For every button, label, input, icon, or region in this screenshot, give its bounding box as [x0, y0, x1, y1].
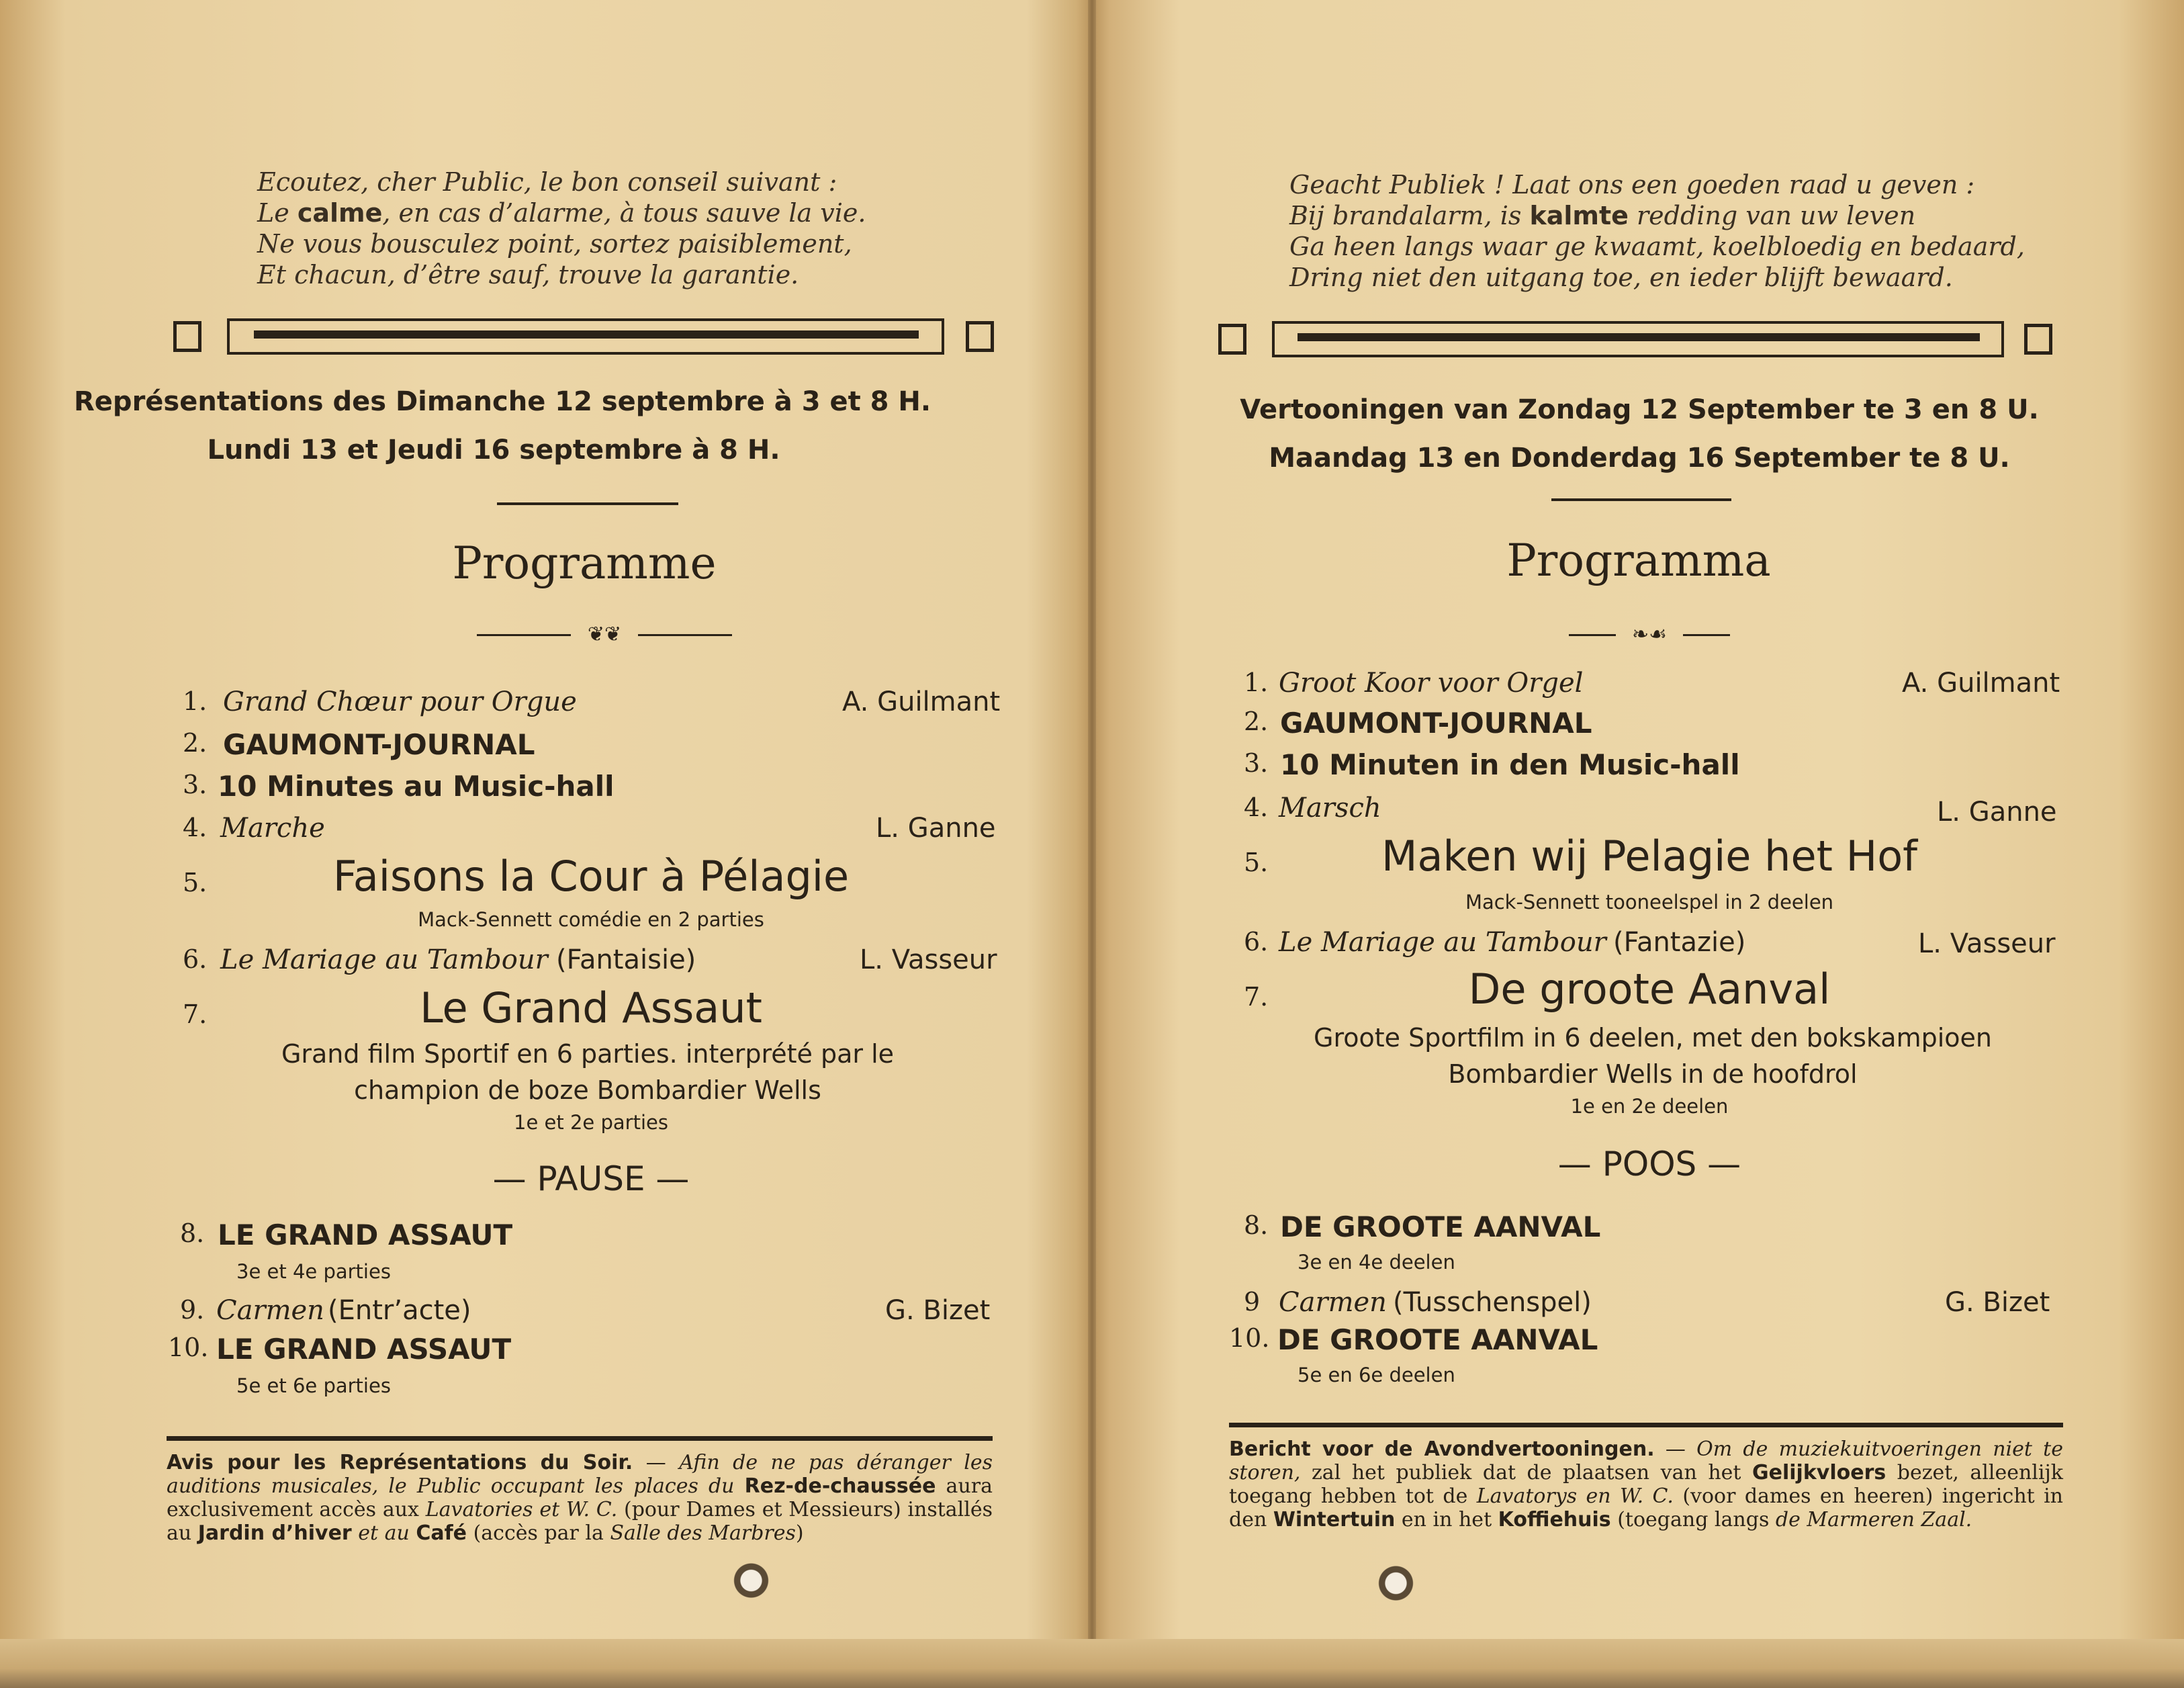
program-item-10-sub: 5e et 6e parties: [236, 1374, 391, 1397]
composer: L. Ganne: [876, 813, 996, 844]
program-item-5-title: Faisons la Cour à Pélagie: [332, 852, 850, 901]
poem-line: Ne vous bousculez point, sortez paisiblement,: [257, 229, 852, 259]
composer: A. Guilmant: [842, 686, 1001, 717]
program-item-7-sub: 1e et 2e parties: [514, 1111, 668, 1134]
booklet-bottom-edge: [0, 1639, 2184, 1688]
program-item-7-title: De groote Aanval: [1468, 965, 1831, 1014]
composer: L. Vasseur: [860, 944, 997, 975]
right-page: Geacht Publiek ! Laat ons een goeden raad u geven : Bij brandalarm, is kalmte redding van uw leven Ga heen langs waar ge kwaamt, koelbloedig en bedaard, Dring niet den uitgang toe, en ieder blijft bewaard. Vertooningen van Zondag 12 September te 3 en 8 U. Maandag 13 en Donderdag 16 September te 8 U. Programma ❧☙ 1. Groot Koor voor Orgel A. Guilmant 2. GAUMONT-JOURNAL 3. 10 Minuten in den Music-hall 4. Marsch L. Ganne 5. Maken wij Pelagie het Hof Mack-Sennett tooneelspel in 2 deelen 6. Le Mariage au Tambour (Fantazie) L. Vasseur 7. De groote Aanval Groote Sportfilm in 6 deelen, met den bokskampioen Bombardier Wells in de hoofdrol 1e en 2e deelen — POOS — 8. DE GROOTE AANVAL 3e en 4e deelen 9 Carmen (Tusschenspel) G. Bizet 10. DE GROOTE AANVAL 5e en 6e deelen Bericht voor de Avondvertooningen. — Om de muziekuitvoeringen niet te storen, zal het publiek dat de plaatsen van het Gelijkvloers bezet, alleenlijk toegang hebben tot de Lavatorys en W. C. (voor dames en heeren) ingericht in den Wintertuin en in het Koffiehuis (toegang langs de Marmeren Zaal.: [1092, 0, 2184, 1639]
right-dates: [1213, 386, 2066, 482]
left-dates: [74, 377, 931, 474]
left-poem: [257, 167, 866, 290]
program-item-7-description: Grand film Sportif en 6 parties. interprété par le champion de boze Bombardier Wells: [281, 1039, 895, 1105]
left-notice-rule: [167, 1436, 993, 1441]
dates-line-2: Maandag 13 en Donderdag 16 September te 8 U.: [1269, 443, 2010, 474]
composer: L. Ganne: [1937, 797, 2057, 828]
poem-line: Geacht Publiek ! Laat ons een goeden raad u geven :: [1289, 170, 1975, 199]
left-flourish-ornament: ❦❦: [477, 625, 732, 645]
right-pause: — POOS —: [1557, 1145, 1741, 1184]
dates-line-1: Vertooningen van Zondag 12 September te 3 en 8 U.: [1240, 394, 2039, 425]
composer: G. Bizet: [885, 1295, 991, 1326]
program-item-7-sub: 1e en 2e deelen: [1570, 1095, 1729, 1118]
left-evening-notice: Avis pour les Représentations du Soir. — Afin de ne pas déranger les auditions musicales, le Public occupant les places du Rez-de-chaussée aura exclusivement accès aux Lavatories et W. C. (pour Dames et Messieurs) installés au Jardin d’hiver et au Café (accès par la Salle des Marbres): [167, 1451, 993, 1545]
right-banner-ornament: [1218, 321, 2062, 357]
program-item-7-title: Le Grand Assaut: [420, 983, 762, 1032]
right-notice-rule: [1229, 1423, 2063, 1427]
poem-line: Ecoutez, cher Public, le bon conseil suivant :: [257, 167, 837, 197]
poem-line: Et chacun, d’être sauf, trouve la garantie.: [257, 260, 799, 290]
program-item-8-sub: 3e et 4e parties: [236, 1260, 391, 1283]
binding-hole: [725, 1557, 772, 1604]
left-short-rule: [497, 502, 678, 505]
left-page: Ecoutez, cher Public, le bon conseil suivant : Le calme, en cas d’alarme, à tous sauve la vie. Ne vous bousculez point, sortez paisiblement, Et chacun, d’être sauf, trouve la garantie. Représentations des Dimanche 12 septembre à 3 et 8 H. Lundi 13 et Jeudi 16 septembre à 8 H. Programme ❦❦ 1. Grand Chœur pour Orgue A. Guilmant 2. GAUMONT-JOURNAL 3. 10 Minutes au Music-hall 4. Marche L. Ganne 5. Faisons la Cour à Pélagie Mack-Sennett comédie en 2 parties 6. Le Mariage au Tambour (Fantaisie) L. Vasseur 7. Le Grand Assaut Grand film Sportif en 6 parties. interprété par le champion de boze Bombardier Wells 1e et 2e parties — PAUSE — 8. LE GRAND ASSAUT 3e et 4e parties 9. Carmen (Entr’acte) G. Bizet 10. LE GRAND ASSAUT 5e et 6e parties Avis pour les Représentations du Soir. — Afin de ne pas déranger les auditions musicales, le Public occupant les places du Rez-de-chaussée aura exclusivement accès aux Lavatories et W. C. (pour Dames et Messieurs) installés au Jardin d’hiver et au Café (accès par la Salle des Marbres): [0, 0, 1092, 1639]
binding-hole: [1370, 1560, 1417, 1607]
composer: A. Guilmant: [1902, 668, 2060, 699]
poem-line: Le calme, en cas d’alarme, à tous sauve la vie.: [257, 198, 866, 228]
left-pause: — PAUSE —: [492, 1159, 690, 1198]
program-item-5-sub: Mack-Sennett tooneelspel in 2 deelen: [1465, 891, 1834, 914]
dates-line-2: Lundi 13 et Jeudi 16 septembre à 8 H.: [207, 435, 780, 465]
poem-line: Ga heen langs waar ge kwaamt, koelbloedig en bedaard,: [1289, 232, 2025, 261]
dates-line-1: Représentations des Dimanche 12 septembre à 3 et 8 H.: [74, 386, 931, 417]
right-programme-title: Programma: [1506, 535, 1771, 586]
right-poem: [1289, 169, 2025, 293]
right-evening-notice: Bericht voor de Avondvertooningen. — Om de muziekuitvoeringen niet te storen, zal het publiek dat de plaatsen van het Gelijkvloers bezet, alleenlijk toegang hebben tot de Lavatorys en W. C. (voor dames en heeren) ingericht in den Wintertuin en in het Koffiehuis (toegang langs de Marmeren Zaal.: [1229, 1437, 2063, 1531]
poem-line: Bij brandalarm, is kalmte redding van uw leven: [1289, 201, 1916, 230]
composer: L. Vasseur: [1918, 928, 2056, 959]
composer: G. Bizet: [1945, 1287, 2050, 1318]
program-item-7-description: Groote Sportfilm in 6 deelen, met den bokskampioen Bombardier Wells in de hoofdrol: [1314, 1023, 1992, 1089]
poem-line: Dring niet den uitgang toe, en ieder blijft bewaard.: [1289, 263, 1953, 292]
program-item-5-title: Maken wij Pelagie het Hof: [1381, 832, 1917, 881]
right-flourish-ornament: ❧☙: [1569, 625, 1730, 645]
program-item-5-sub: Mack-Sennett comédie en 2 parties: [418, 908, 764, 931]
left-programme-title: Programme: [452, 537, 717, 589]
left-banner-ornament: [173, 318, 1001, 355]
right-short-rule: [1551, 498, 1731, 501]
program-item-8-sub: 3e en 4e deelen: [1298, 1251, 1455, 1274]
program-item-10-sub: 5e en 6e deelen: [1298, 1364, 1455, 1386]
